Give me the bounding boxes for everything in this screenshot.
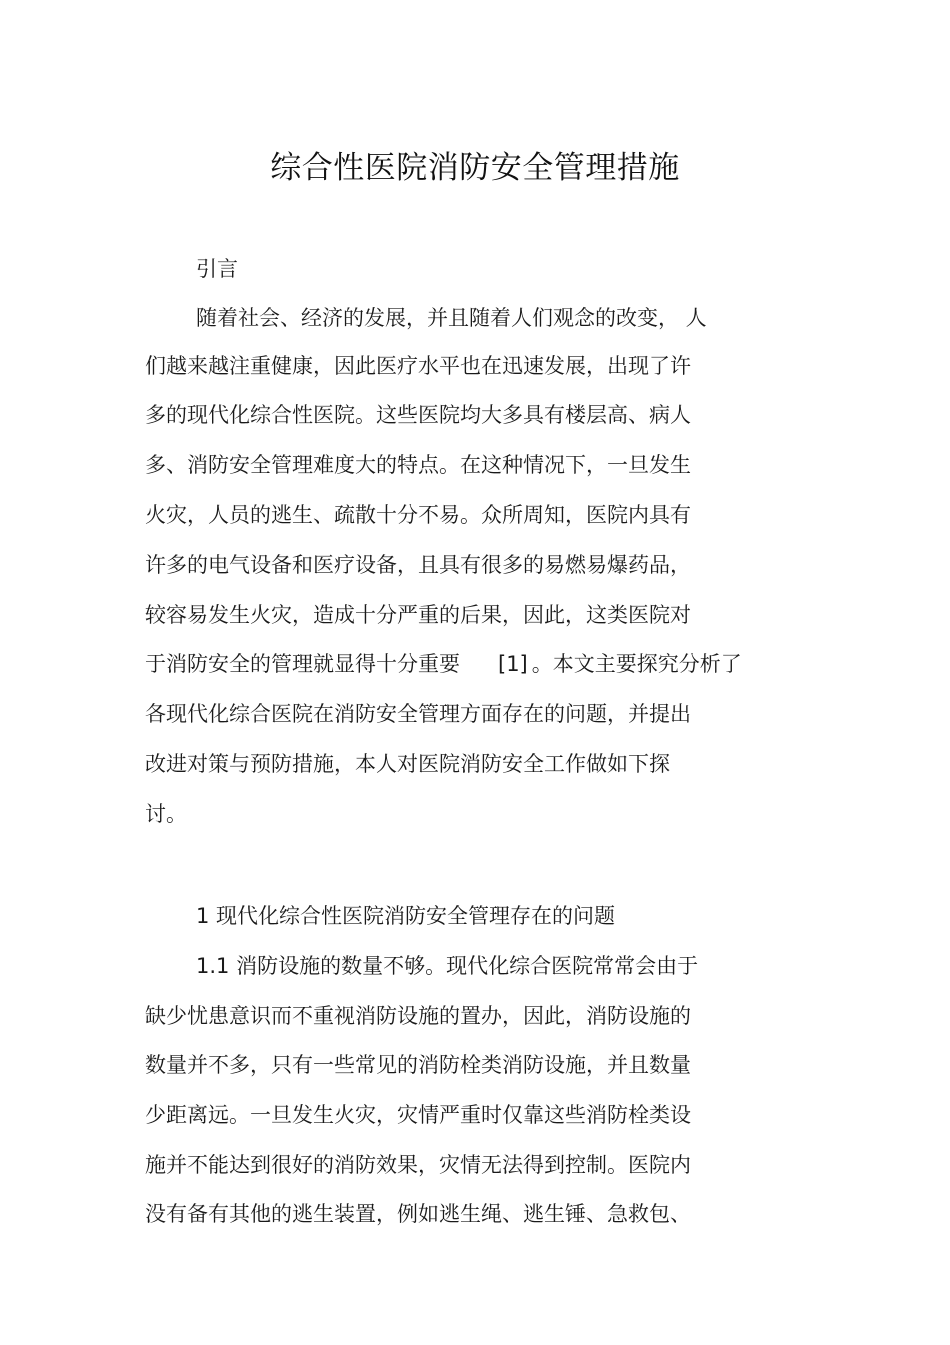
paragraph-line: 较容易发生火灾，造成十分严重的后果，因此，这类医院对 [145, 603, 691, 627]
paragraph-line: 随着社会、经济的发展，并且随着人们观念的改变， 人 [196, 306, 707, 330]
line-text-after: 。本文主要探究分析了 [531, 652, 742, 676]
paragraph-line: 火灾，人员的逃生、疏散十分不易。众所周知，医院内具有 [145, 503, 691, 527]
section-heading: 1 现代化综合性医院消防安全管理存在的问题 [196, 904, 616, 928]
intro-heading: 引言 [196, 257, 238, 281]
paragraph-line: 施并不能达到很好的消防效果，灾情无法得到控制。医院内 [145, 1153, 691, 1177]
paragraph-line: 数量并不多，只有一些常见的消防栓类消防设施，并且数量 [145, 1053, 691, 1077]
paragraph-line: 讨。 [145, 802, 187, 826]
paragraph-line: 许多的电气设备和医疗设备，且具有很多的易燃易爆药品， [145, 553, 691, 577]
paragraph-line: 改进对策与预防措施，本人对医院消防安全工作做如下探 [145, 752, 670, 776]
paragraph-line: 各现代化综合医院在消防安全管理方面存在的问题，并提出 [145, 702, 691, 726]
paragraph-line: 1.1 消防设施的数量不够。现代化综合医院常常会由于 [196, 954, 699, 978]
paragraph-line: 多、消防安全管理难度大的特点。在这种情况下，一旦发生 [145, 453, 691, 477]
line-text-before: 于消防安全的管理就显得十分重要 [145, 652, 460, 676]
paragraph-line: 缺少忧患意识而不重视消防设施的置办，因此，消防设施的 [145, 1004, 691, 1028]
paragraph-line: 多的现代化综合性医院。这些医院均大多具有楼层高、病人 [145, 403, 691, 427]
paragraph-line: 没有备有其他的逃生装置，例如逃生绳、逃生锤、急救包、 [145, 1202, 691, 1226]
paragraph-line: 少距离远。一旦发生火灾，灾情严重时仅靠这些消防栓类设 [145, 1103, 691, 1127]
paragraph-line: 们越来越注重健康，因此医疗水平也在迅速发展，出现了许 [145, 354, 691, 378]
paragraph-line-with-citation [145, 649, 742, 679]
document-title: 综合性医院消防安全管理措施 [270, 150, 680, 186]
citation-ref: [1] [498, 652, 528, 676]
